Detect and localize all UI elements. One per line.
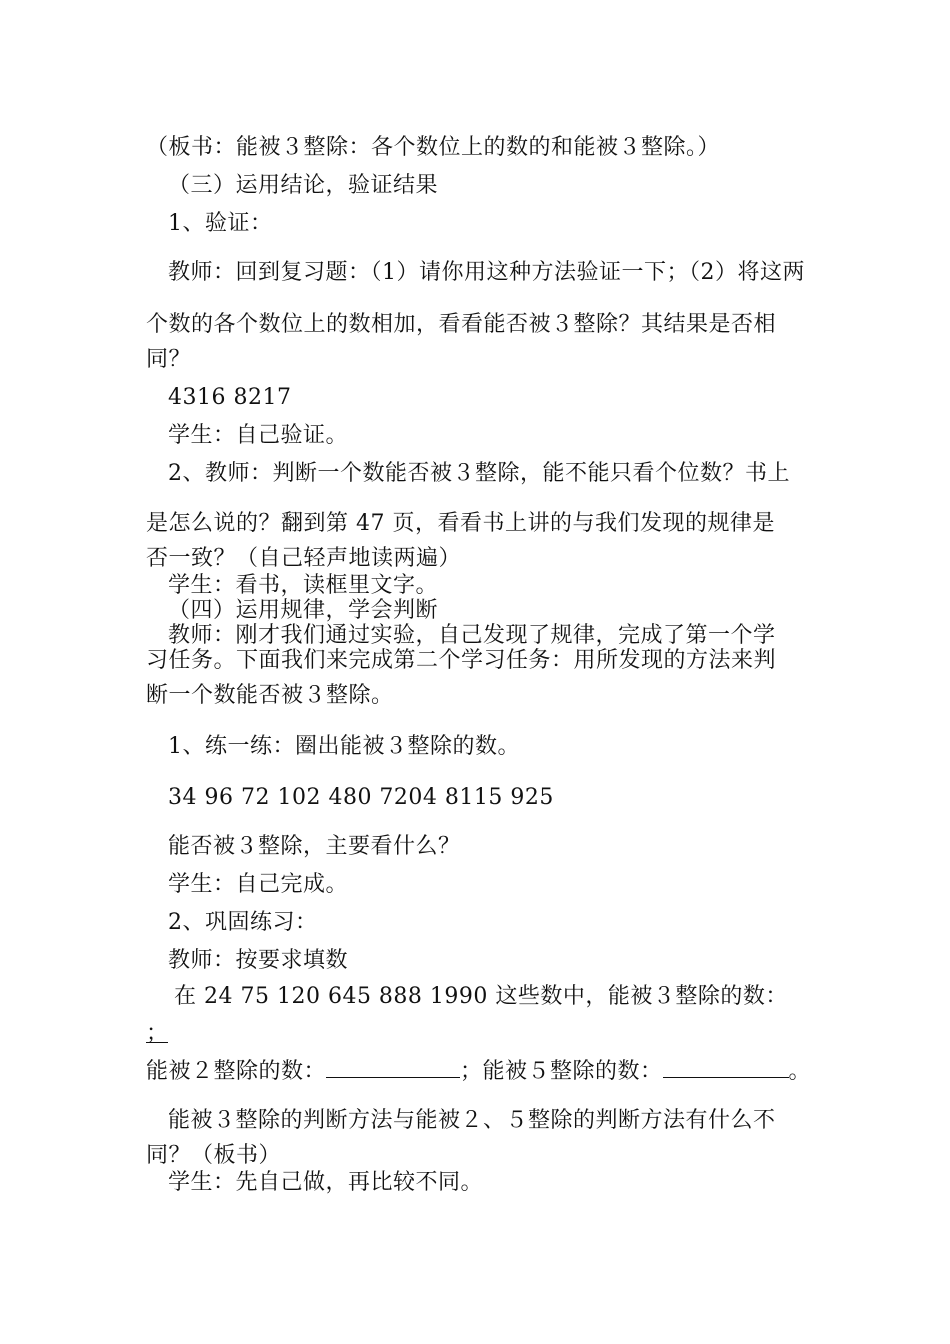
item-1-verify: 1、验证： [168,211,273,236]
practice-line: 1、练一练：圈出能被３整除的数。 [168,734,520,759]
student-line-3: 学生：自己完成。 [168,872,349,897]
period: 。 [788,1059,812,1084]
student-line-4: 学生：先自己做，再比较不同。 [168,1170,484,1195]
teacher-line-4: 教师：刚才我们通过实验，自己发现了规律，完成了第一个学 [168,623,776,648]
section-heading-4: （四）运用规律，学会判断 [168,598,439,623]
semicolon-underline: ； [146,1021,169,1046]
fill-numbers-line: 在 24 75 120 645 888 1990 这些数中，能被３整除的数： [174,984,788,1009]
compare-line-2: 同？（板书） [146,1143,282,1168]
div5-blank [663,1057,789,1078]
fill-blank-semicolon [146,1020,168,1048]
fill-blanks-line [146,1057,811,1086]
teacher-line-5: 习任务。下面我们来完成第二个学习任务：用所发现的方法来判 [146,648,777,673]
numbers-line-2: 34 96 72 102 480 7204 8115 925 [168,785,554,810]
div5-label: ；能被５整除的数： [460,1059,663,1084]
compare-line-1: 能被３整除的判断方法与能被２、５整除的判断方法有什么不 [168,1108,776,1133]
section-heading-3: （三）运用结论，验证结果 [168,173,439,198]
teacher-line-7: 教师：按要求填数 [168,948,349,973]
teacher-line-2: 个数的各个数位上的数相加，看看能否被３整除？其结果是否相 [146,312,777,337]
question-line: 能否被３整除，主要看什么？ [168,834,461,859]
board-note-line: （板书：能被３整除：各个数位上的数的和能被３整除。） [146,135,721,160]
item-2-teacher: 2、教师：判断一个数能否被３整除，能不能只看个位数？书上 [168,461,790,486]
teacher-line-1: 教师：回到复习题：（1）请你用这种方法验证一下；（2）将这两 [168,260,805,285]
numbers-line-1: 4316 8217 [168,385,292,410]
item-2-line-2: 是怎么说的？翻到第 47 页，看看书上讲的与我们发现的规律是 [146,511,775,536]
teacher-line-3: 同？ [146,347,192,372]
student-line-2: 学生：看书，读框里文字。 [168,573,439,598]
item-2-line-3: 否一致？（自己轻声地读两遍） [146,546,462,571]
div2-label: 能被２整除的数： [146,1059,327,1084]
teacher-line-6: 断一个数能否被３整除。 [146,683,394,708]
student-line-1: 学生：自己验证。 [168,423,349,448]
item-2-exercise: 2、巩固练习： [168,910,318,935]
div2-blank [326,1057,460,1078]
